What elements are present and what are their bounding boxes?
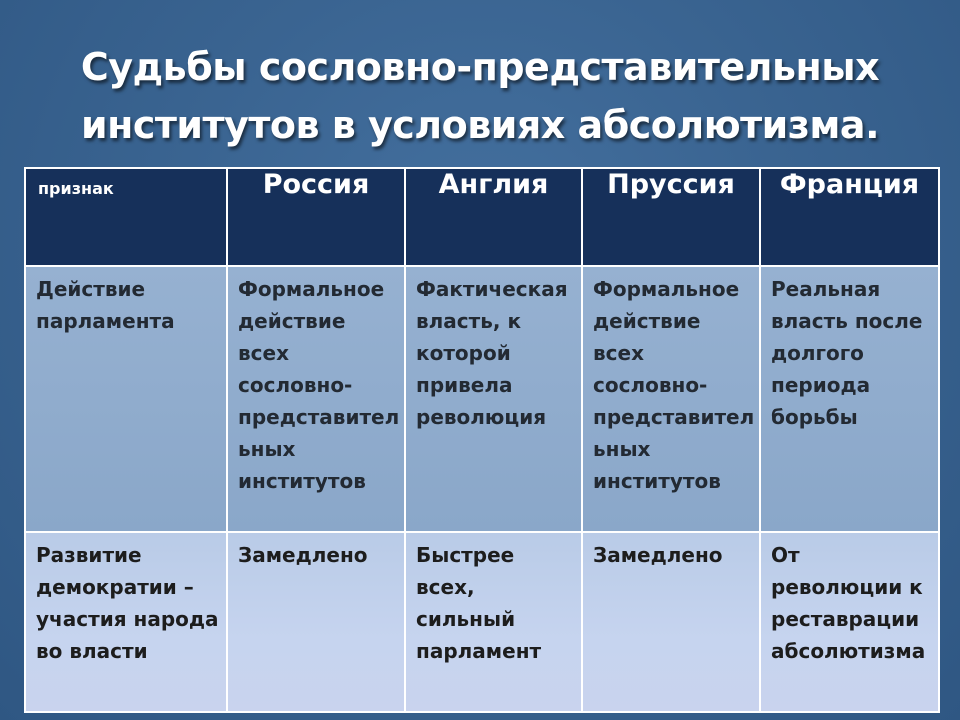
table-row xyxy=(25,266,939,532)
slide-title xyxy=(0,38,960,154)
header-feature: признак xyxy=(25,168,227,266)
table-row xyxy=(25,532,939,712)
row-1-russia: Формальное действие всех сословно- представител ьных институтов xyxy=(238,277,400,493)
table-cell xyxy=(760,266,939,532)
row-1-prussia: Формальное действие всех сословно- представител ьных институтов xyxy=(593,277,755,493)
table-cell xyxy=(405,532,582,712)
row-2-feature: Развитие демократии – участия народа во власти xyxy=(36,543,219,663)
table-cell xyxy=(582,266,760,532)
row-2-england: Быстрее всех, сильный парламент xyxy=(416,543,542,663)
comparison-table xyxy=(24,167,940,713)
table-cell xyxy=(227,266,405,532)
row-1-france: Реальная власть после долгого периода борьбы xyxy=(771,277,923,429)
row-2-france: От революции к реставрации абсолютизма xyxy=(771,543,926,663)
row-1-feature: Действие парламента xyxy=(36,277,175,333)
header-russia: Россия xyxy=(227,168,405,266)
table-header-row xyxy=(25,168,939,266)
table-cell xyxy=(582,532,760,712)
row-1-england: Фактическая власть, к которой привела революция xyxy=(416,277,568,429)
slide-title-line-2: институтов в условиях абсолютизма. xyxy=(80,103,880,147)
table-cell xyxy=(760,532,939,712)
header-prussia: Пруссия xyxy=(582,168,760,266)
table-cell xyxy=(227,532,405,712)
row-2-prussia: Замедлено xyxy=(593,543,723,567)
header-england: Англия xyxy=(405,168,582,266)
slide-title-line-1: Судьбы сословно-представительных xyxy=(80,45,880,89)
header-france: Франция xyxy=(760,168,939,266)
table-cell xyxy=(405,266,582,532)
table-cell xyxy=(25,532,227,712)
table-cell xyxy=(25,266,227,532)
row-2-russia: Замедлено xyxy=(238,543,368,567)
